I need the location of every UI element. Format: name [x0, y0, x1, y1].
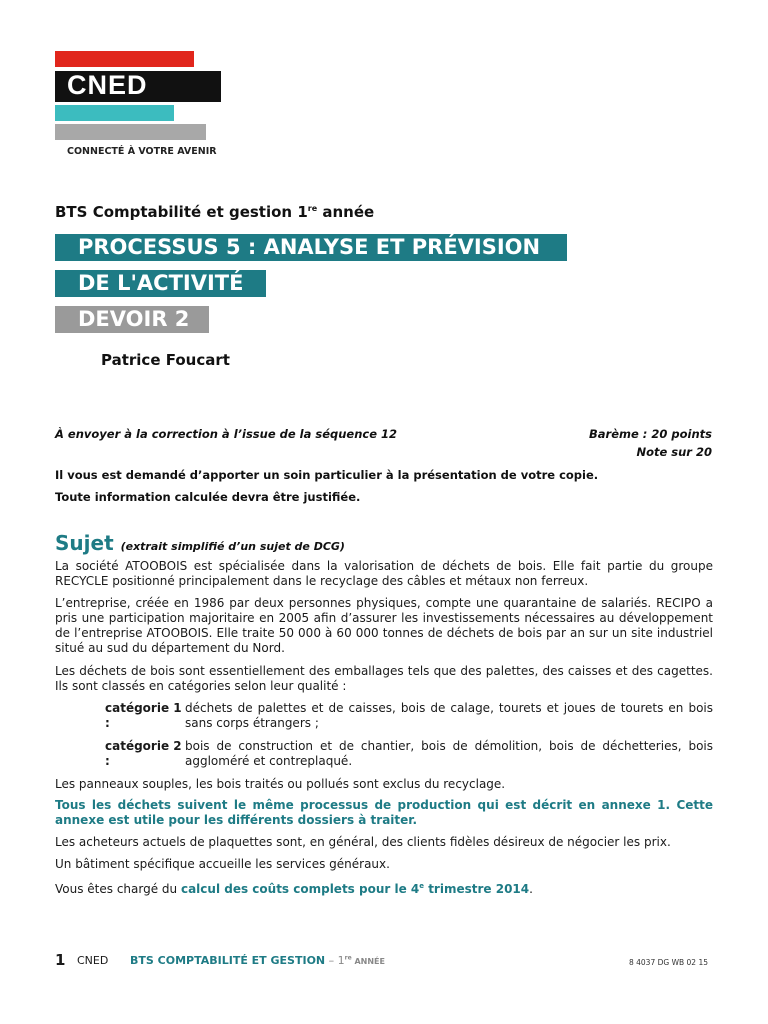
paragraph-7: Un bâtiment spécifique accueille les services généraux.	[55, 857, 390, 871]
instruction-justification: Toute information calculée devra être justifiée.	[55, 490, 361, 504]
title-band-1: PROCESSUS 5 : ANALYSE ET PRÉVISION	[55, 234, 567, 261]
footer-org: CNED	[77, 954, 109, 967]
note-sur: Note sur 20	[636, 445, 712, 459]
paragraph-3: Les déchets de bois sont essentiellement des emballages tels que des palettes, des caisses et des cagettes. Ils sont classés en catégories selon leur qualité :	[55, 664, 713, 693]
logo-red-bar	[55, 51, 194, 67]
title-band-2: DE L'ACTIVITÉ	[55, 270, 266, 297]
instruction-presentation: Il vous est demandé d’apporter un soin particulier à la présentation de votre copie.	[55, 468, 599, 482]
logo-tagline: CONNECTÉ À VOTRE AVENIR	[67, 146, 217, 157]
footer-code: 8 4037 DG WB 02 15	[628, 958, 708, 967]
author-name: Patrice Foucart	[101, 351, 230, 369]
logo-gray-bar	[55, 124, 206, 140]
paragraph-1: La société ATOOBOIS est spécialisée dans la valorisation de déchets de bois. Elle fait partie du groupe RECYCLE positionné principalement dans le recyclage des câbles et métaux non ferreux.	[55, 559, 713, 588]
paragraph-2: L’entreprise, créée en 1986 par deux personnes physiques, compte une quarantaine de salariés. RECIPO a pris une participation majoritaire en 2005 afin d’assurer les investissements nécessaires au développement de l’entreprise ATOOBOIS. Elle traite 50 000 à 60 000 tonnes de déchets de bois par an sur un site industriel situé au sud du département du Nord.	[55, 596, 713, 655]
paragraph-5: Tous les déchets suivent le même processus de production qui est décrit en annexe 1. Cette annexe est utile pour les différents dossiers à traiter.	[55, 798, 713, 827]
page-number: 1	[55, 951, 66, 969]
paragraph-8: Vous êtes chargé du calcul des coûts complets pour le 4e trimestre 2014.	[55, 882, 533, 896]
course-title: BTS Comptabilité et gestion 1re année	[55, 203, 375, 221]
paragraph-4: Les panneaux souples, les bois traités ou pollués sont exclus du recyclage.	[55, 777, 506, 791]
footer-course: BTS COMPTABILITÉ ET GESTION – 1re ANNÉE	[130, 954, 385, 967]
category-2: catégorie 2 : bois de construction et de chantier, bois de démolition, bois de déchetteries, bois aggloméré et contreplaqué.	[105, 739, 713, 768]
send-instruction: À envoyer à la correction à l’issue de la séquence 12	[55, 427, 398, 441]
devoir-band: DEVOIR 2	[55, 306, 209, 333]
category-1: catégorie 1 : déchets de palettes et de caisses, bois de calage, tourets et joues de tourets en bois sans corps étrangers ;	[105, 701, 713, 730]
logo-teal-bar	[55, 105, 174, 121]
logo-text: CNED	[67, 70, 148, 100]
bareme: Barème : 20 points	[589, 427, 712, 441]
sujet-heading: Sujet (extrait simplifié d’un sujet de DCG)	[55, 531, 345, 555]
paragraph-6: Les acheteurs actuels de plaquettes sont, en général, des clients fidèles désireux de négocier les prix.	[55, 835, 671, 849]
